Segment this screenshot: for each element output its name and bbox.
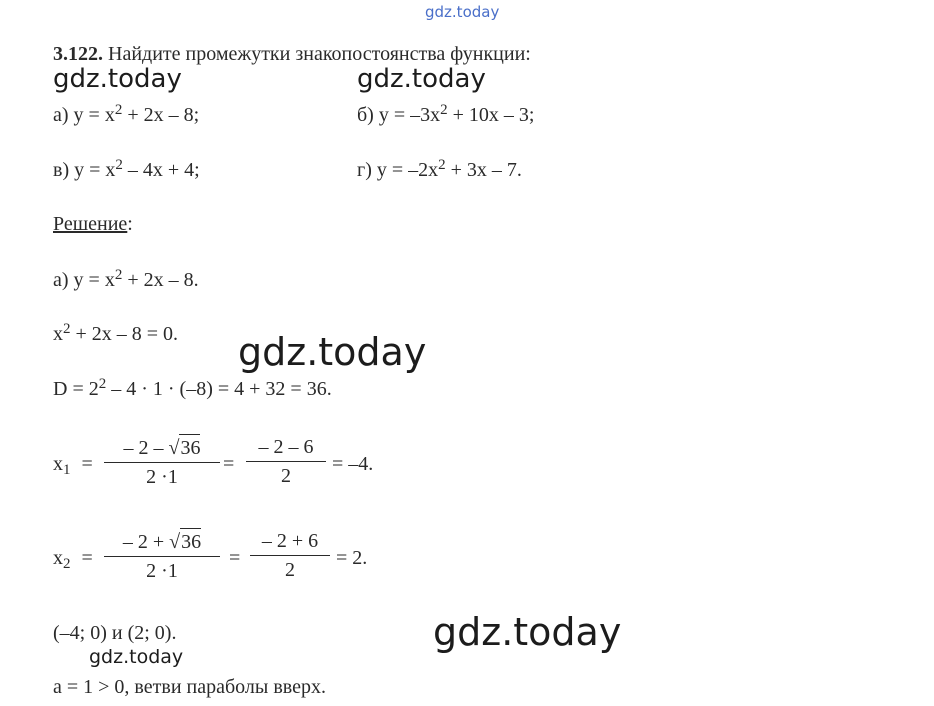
- item-rest: + 3x – 7.: [445, 159, 522, 181]
- x2-result: = 2.: [336, 547, 368, 569]
- problem-item-d: [357, 158, 522, 182]
- problem-item-b: [357, 103, 534, 127]
- item-label: а): [53, 104, 69, 126]
- sqrt-sign: √36: [169, 528, 201, 555]
- x1-result: = –4.: [332, 453, 374, 475]
- item-rest: + 10x – 3;: [447, 104, 535, 126]
- fraction-bar: [104, 556, 220, 557]
- watermark-bottom-left: gdz.today: [89, 646, 184, 668]
- line-rest: – 4 · 1 · (–8) = 4 + 32 = 36.: [106, 378, 332, 400]
- line-sup: 2: [63, 321, 71, 337]
- x2-eq-2: =: [229, 547, 241, 569]
- solution-heading: [53, 212, 133, 236]
- x2-numerator-2: – 2 + 6: [261, 530, 319, 552]
- x1-var: x: [53, 453, 63, 475]
- x1-fraction-2: [246, 434, 326, 489]
- x1-lhs: [53, 452, 93, 476]
- problem-item-c: [53, 158, 200, 182]
- parabola-direction: a = 1 > 0, ветви параболы вверх.: [53, 676, 326, 698]
- fraction-bar: [104, 462, 220, 463]
- item-rest: – 4x + 4;: [122, 159, 200, 181]
- x2-lhs: [53, 546, 93, 570]
- x1-denominator-2: 2: [281, 465, 291, 487]
- x1-sub: 1: [63, 462, 71, 478]
- item-label: в): [53, 159, 70, 181]
- x1-denominator-1: 2 ·1: [146, 466, 178, 488]
- item-sup: 2: [115, 157, 123, 173]
- item-expr: y = x: [73, 104, 115, 126]
- line-rest: + 2x – 8 = 0.: [70, 323, 179, 345]
- item-expr: y = –2x: [376, 159, 439, 181]
- problem-header: [53, 42, 531, 66]
- x2-sub: 2: [63, 556, 71, 572]
- watermark-top: gdz.today: [425, 3, 500, 21]
- item-label: г): [357, 159, 372, 181]
- roots-points: (–4; 0) и (2; 0).: [53, 622, 177, 644]
- x2-denominator-1: 2 ·1: [146, 560, 178, 582]
- line-expr: x: [53, 323, 63, 345]
- problem-number: 3.122.: [53, 43, 103, 65]
- fraction-bar: [250, 555, 330, 556]
- sqrt-sign: √36: [169, 434, 201, 461]
- fraction-bar: [246, 461, 326, 462]
- x2-fraction-1: [104, 528, 220, 584]
- x2-fraction-2: [250, 528, 330, 583]
- watermark-center: gdz.today: [238, 330, 427, 374]
- problem-statement: Найдите промежутки знакопостоянства функции:: [108, 43, 531, 65]
- solution-heading-text: Решение: [53, 213, 128, 235]
- line-sup: 2: [114, 267, 123, 283]
- line-expr: y = x: [73, 269, 115, 291]
- x2-denominator-2: 2: [285, 559, 295, 581]
- x2-numerator-1: [104, 528, 220, 555]
- solution-line-discriminant: [53, 377, 332, 401]
- x1-fraction-1: [104, 434, 220, 490]
- x1-eq: =: [81, 453, 93, 475]
- watermark-left: gdz.today: [53, 64, 182, 94]
- line-sup: 2: [98, 376, 107, 392]
- x2-num-prefix: – 2 +: [122, 531, 170, 553]
- x1-radicand: 36: [179, 434, 200, 461]
- x2-radicand: 36: [180, 528, 201, 555]
- item-expr: y = –3x: [378, 104, 441, 126]
- x1-eq-2: =: [223, 453, 235, 475]
- solution-line-function: [53, 268, 199, 292]
- watermark-right: gdz.today: [357, 64, 486, 94]
- item-expr: y = x: [74, 159, 116, 181]
- item-sup: 2: [114, 102, 123, 118]
- x1-numerator-2: – 2 – 6: [258, 436, 314, 458]
- x2-eq: =: [81, 547, 93, 569]
- item-sup: 2: [438, 157, 446, 173]
- solution-heading-colon: :: [127, 213, 133, 235]
- solution-line-equation: [53, 322, 178, 346]
- x1-numerator-1: [104, 434, 220, 461]
- line-label: а): [53, 269, 69, 291]
- line-rest: + 2x – 8.: [122, 269, 199, 291]
- line-expr: D = 2: [53, 378, 99, 400]
- item-label: б): [357, 104, 374, 126]
- watermark-bottom-right: gdz.today: [433, 610, 622, 654]
- item-sup: 2: [440, 102, 448, 118]
- item-rest: + 2x – 8;: [122, 104, 200, 126]
- x1-num-prefix: – 2 –: [123, 437, 169, 459]
- problem-item-a: [53, 103, 199, 127]
- x2-var: x: [53, 547, 63, 569]
